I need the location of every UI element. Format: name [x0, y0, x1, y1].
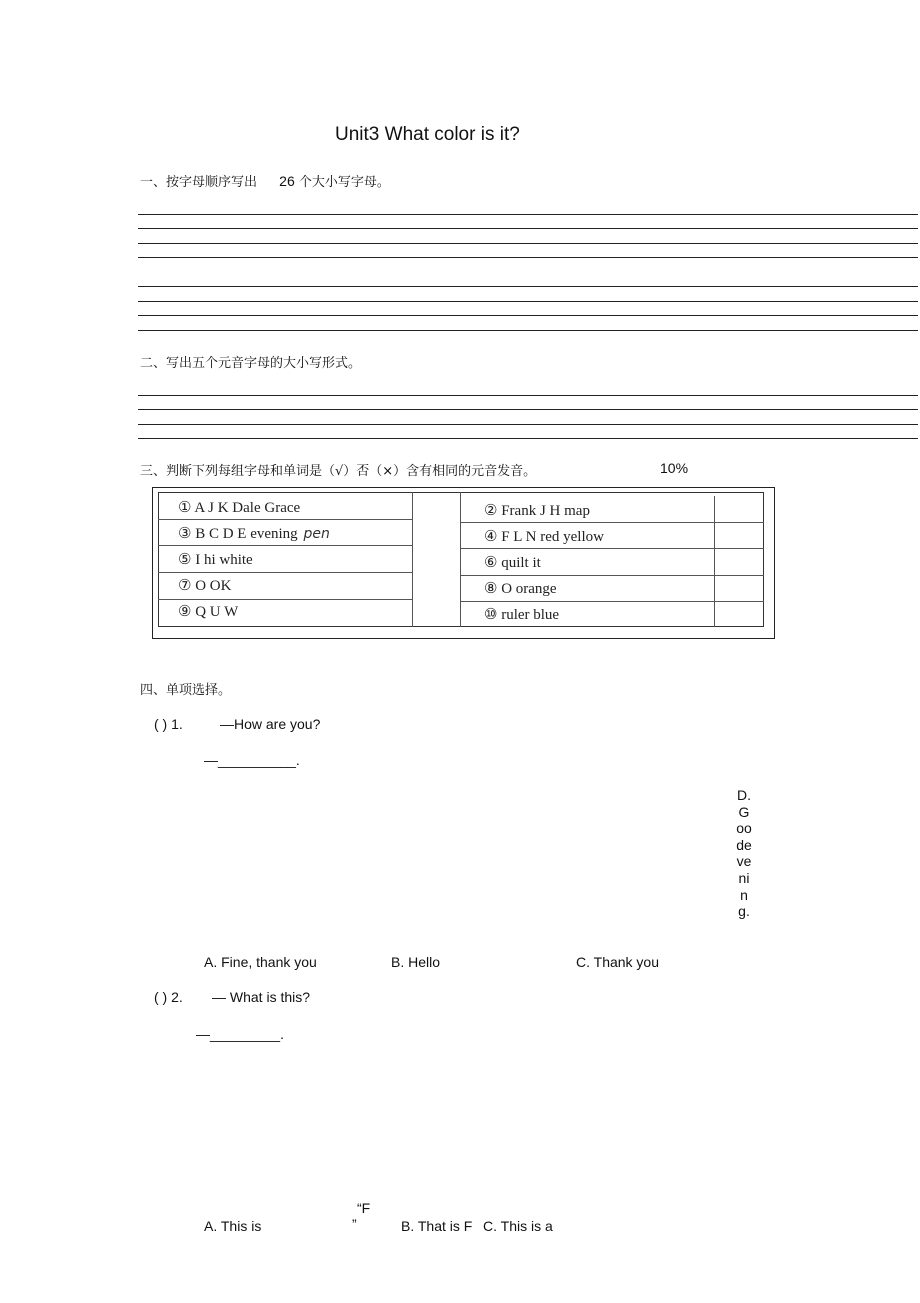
writing-line [138, 214, 918, 215]
writing-line [138, 395, 918, 396]
writing-line [138, 301, 918, 302]
section-1-label-end: 个大小写字母。 [298, 175, 390, 190]
table-row-divider [158, 519, 412, 520]
writing-line [138, 438, 918, 439]
table-cell-left: ① A J K Dale Grace [178, 500, 301, 516]
writing-line [138, 330, 918, 331]
q2-quote-close: ” [352, 1216, 357, 1232]
section-3-heading: 三、判断下列每组字母和单词是（√）否（×）含有相同的元音发音。 [140, 464, 537, 479]
table-cell-right: ⑧ O orange [484, 581, 557, 597]
q2-question: — What is this? [212, 989, 311, 1005]
section-2-heading: 二、写出五个元音字母的大小写形式。 [140, 356, 362, 371]
q1-answer-blank: —__________. [204, 752, 300, 768]
table-column-divider [460, 492, 461, 627]
table-row-divider [460, 548, 764, 549]
writing-line [138, 409, 918, 410]
q1-option-c: C. Thank you [576, 954, 660, 970]
section-1-heading [140, 171, 390, 190]
q1-number: ( ) 1. [154, 716, 183, 732]
q2-answer-blank: —_________. [196, 1026, 284, 1042]
q2-quote-open: “F [357, 1200, 371, 1216]
table-row-divider [460, 601, 764, 602]
table-cell-left: ⑨ Q U W [178, 604, 239, 620]
handwritten-word: pen [303, 526, 330, 542]
q1-question: —How are you? [220, 716, 321, 732]
q1-option-b: B. Hello [391, 954, 441, 970]
table-row-divider [158, 545, 412, 546]
writing-line [138, 286, 918, 287]
writing-line [138, 228, 918, 229]
table-column-divider [412, 492, 413, 627]
table-row-divider [158, 599, 412, 600]
section-4-heading: 四、单项选择。 [140, 683, 232, 698]
page-title: Unit3 What color is it? [335, 124, 520, 145]
q1-option-d: D.Goodevening. [736, 787, 752, 920]
table-cell-right: ② Frank J H map [484, 503, 590, 519]
q2-option-a: A. This is [204, 1218, 262, 1234]
table-column-divider [714, 496, 715, 627]
section-1-label: 一、按字母顺序写出 [140, 175, 258, 190]
table-cell-right: ④ F L N red yellow [484, 529, 604, 545]
section-3-score: 10% [660, 460, 689, 476]
table-cell-left: ⑦ O OK [178, 578, 232, 594]
table-row-divider [460, 575, 764, 576]
writing-line [138, 424, 918, 425]
table-cell-right: ⑩ ruler blue [484, 607, 560, 623]
q2-option-b: B. That is F [401, 1218, 473, 1234]
table-cell-left-text: ③ B C D E evening [178, 526, 298, 542]
writing-line [138, 257, 918, 258]
writing-line [138, 243, 918, 244]
section-1-count: 26 [279, 173, 295, 189]
table-cell-left [178, 524, 330, 543]
table-row-divider [158, 572, 412, 573]
table-cell-right: ⑥ quilt it [484, 555, 541, 571]
writing-line [138, 315, 918, 316]
q2-option-c: C. This is a [483, 1218, 553, 1234]
table-row-divider [460, 522, 764, 523]
table-cell-left: ⑤ I hi white [178, 552, 253, 568]
q2-number: ( ) 2. [154, 989, 183, 1005]
q1-option-a: A. Fine, thank you [204, 954, 317, 970]
